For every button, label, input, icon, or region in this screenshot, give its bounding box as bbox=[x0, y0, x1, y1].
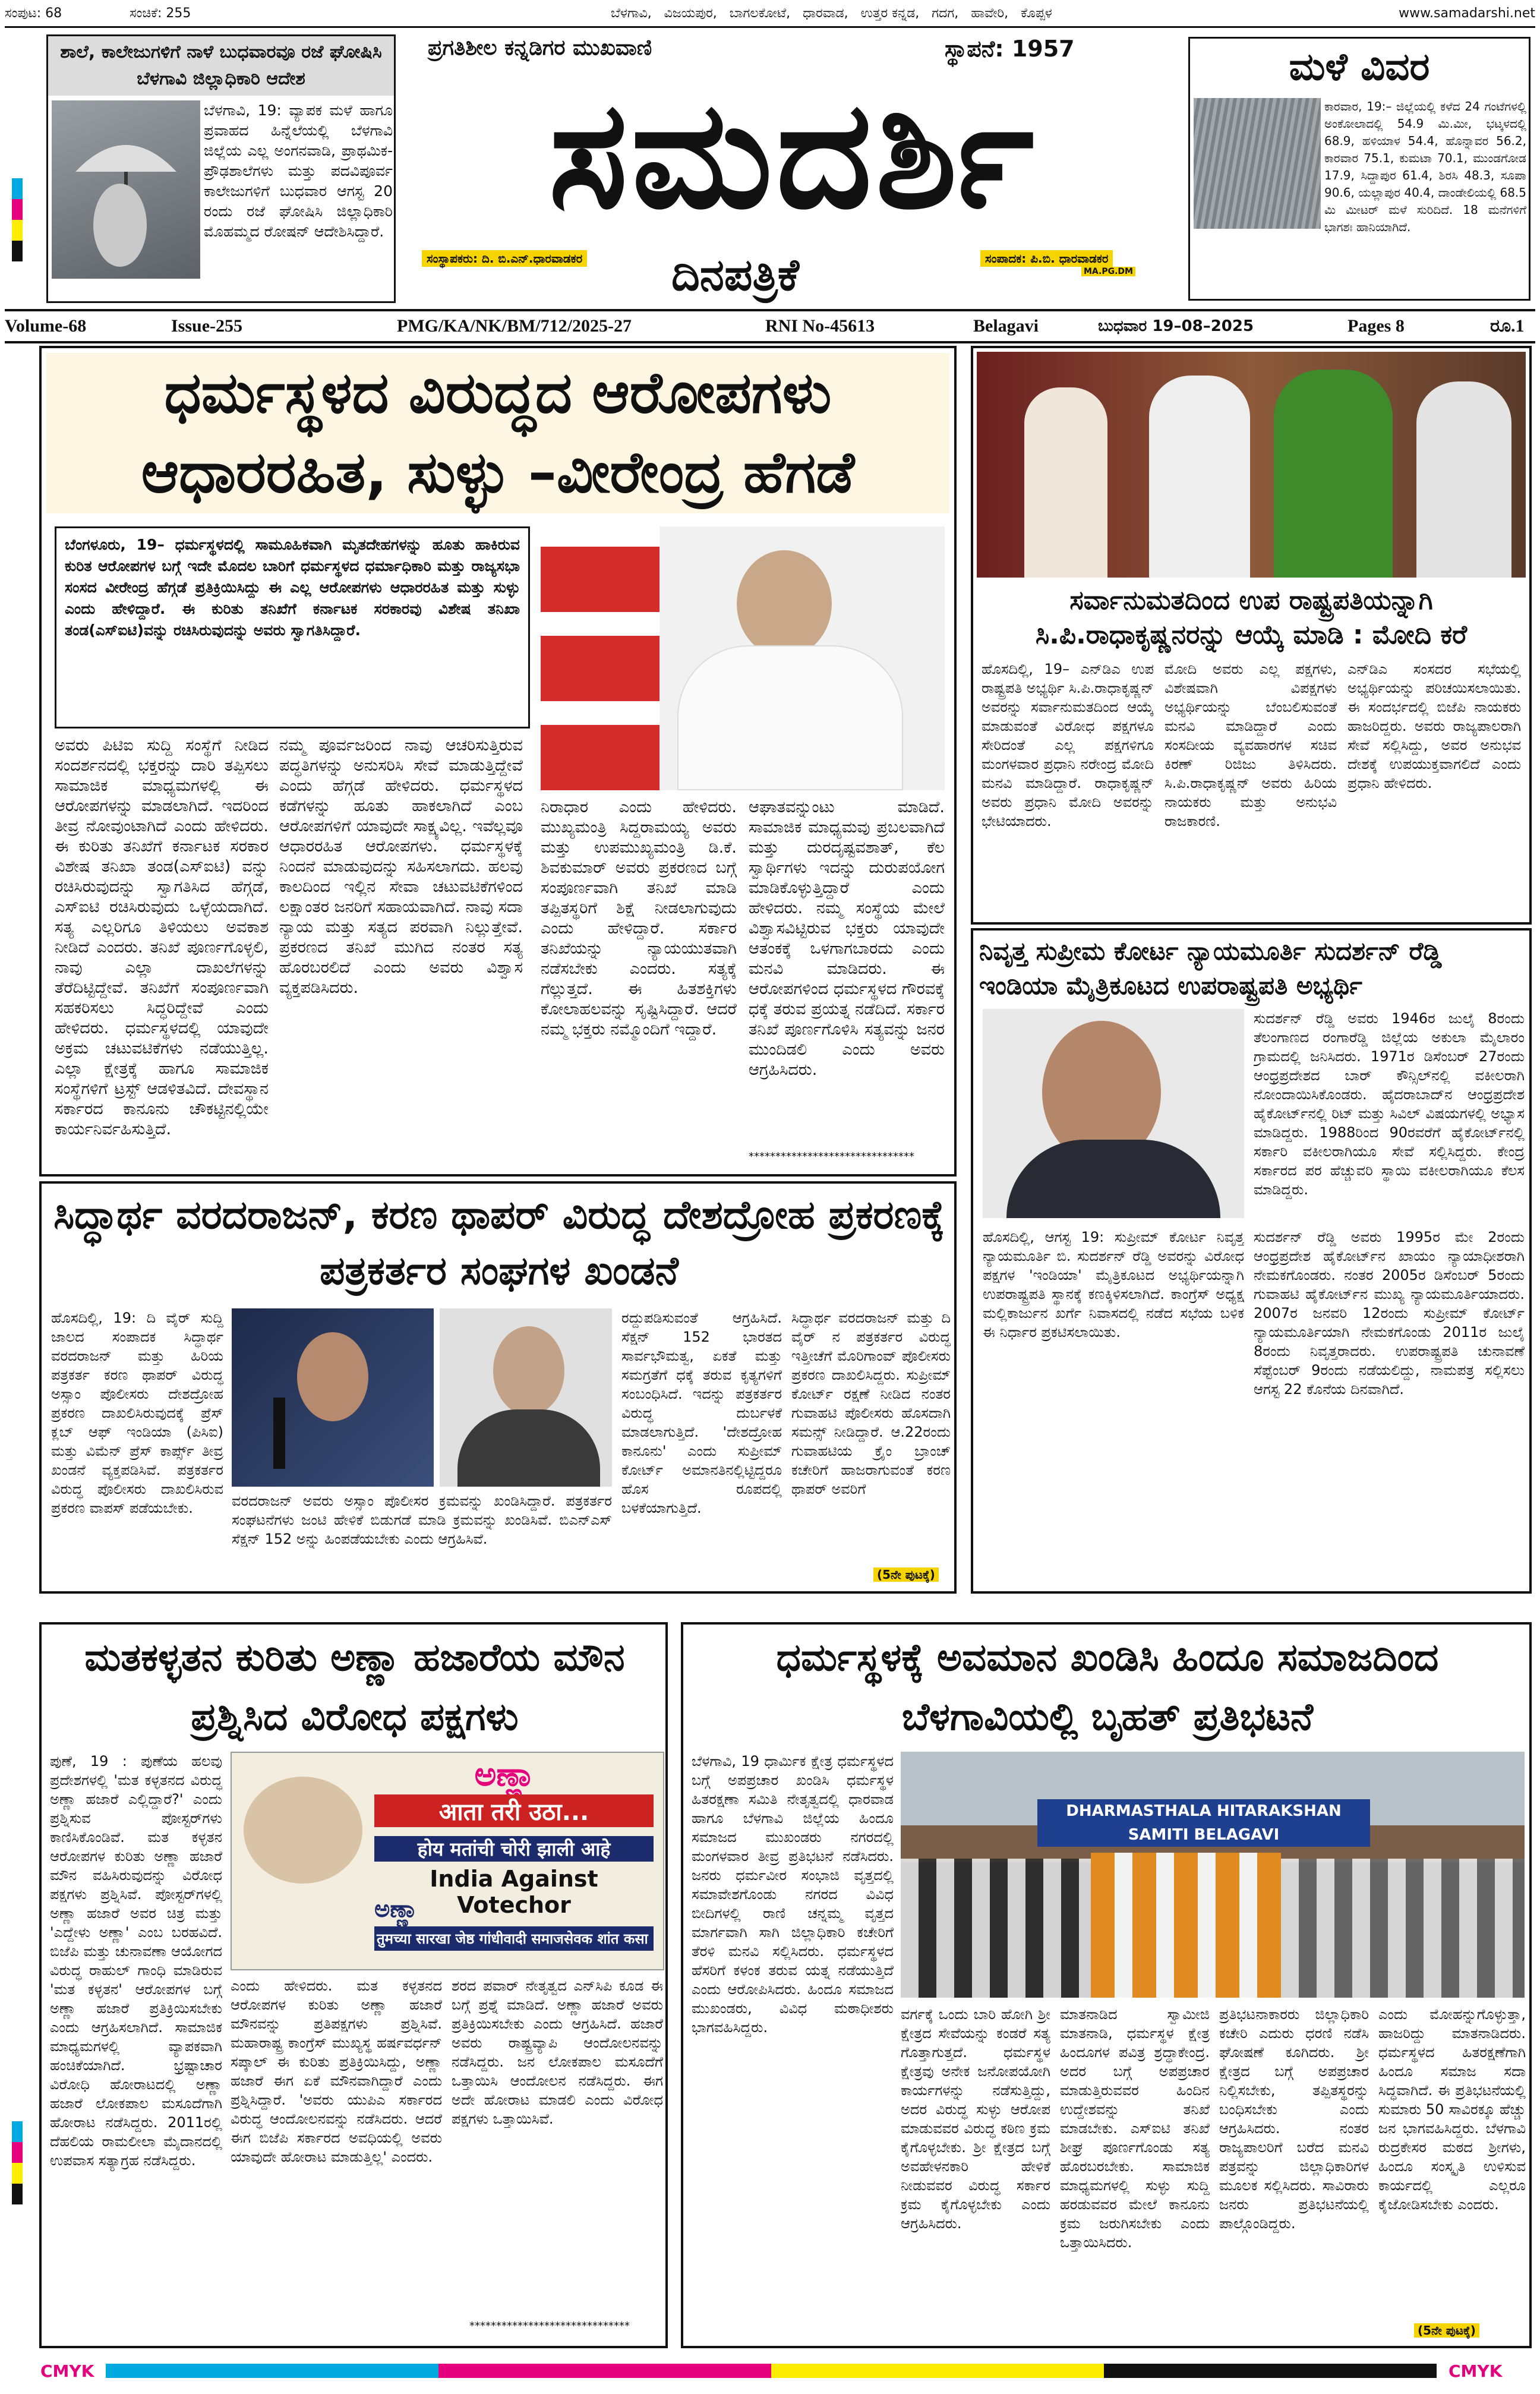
left-brief-body: ಬೆಳಗಾವಿ, 19: ವ್ಯಾಪಕ ಮಳೆ ಹಾಗೂ ಪ್ರವಾಹದ ಹಿನ್ನೆಲೆಯಲ್ಲಿ ಬೆಳಗಾವಿ ಜಿಲ್ಲೆಯ ಎಲ್ಲ ಅಂಗನವಾಡಿ, ಪ್ರಾಥಮಿಕ-ಪ್ರೌಢಶಾಲೆಗಳು ಮತ್ತು ಪದವಿಪೂರ್ವ ಕಾಲೇಜುಗಳಿಗೆ ಬುಧವಾರ ಆಗಸ್ಟ 20 ರಂದು ರಜೆ ಘೋಷಿಸಿ ಜಿಲ್ಲಾಧಿಕಾರಿ ಮೊಹಮ್ಮದ ರೋಷನ್ ಆದೇಶಿಸಿದ್ದಾರೆ. bbox=[204, 102, 393, 240]
issue-number: Issue-255 bbox=[171, 316, 243, 336]
established-year: ಸ್ಥಾಪನೆ: 1957 bbox=[945, 36, 1075, 62]
sedition-col-3: ಸಿದ್ಧಾರ್ಥ ವರದರಾಜನ್ ಮತ್ತು ದಿ ವೈರ್ ನ ಪತ್ರಕರ್ತರ ವಿರುದ್ಧ ಇತ್ತೀಚೆಗೆ ಮೊರಿಗಾಂವ್ ಪೊಲೀಸರು ಪ್ರಕರಣ ದಾಖಲಿಸಿದ್ದರು. ಸುಪ್ರೀಮ್ ಕೋರ್ಟ್ ರಕ್ಷಣೆ ನೀಡಿದ ನಂತರ ಗುವಾಹಟಿ ಪೊಲೀಸರು ಹೊಸದಾಗಿ ಸಮನ್ಸ್ ನೀಡಿದ್ದಾರೆ. ಆ.22ರಂದು ಗುವಾಹಟಿಯ ಕ್ರೈಂ ಬ್ರಾಂಚ್ ಕಚೇರಿಗೆ ಹಾಜರಾಗುವಂತೆ ಕರಣ ಥಾಪರ್ ಅವರಿಗೆ bbox=[791, 1310, 951, 1497]
hazare-poster-ad bbox=[231, 1752, 664, 1970]
umbrella-figure-icon bbox=[52, 100, 200, 279]
vp-story bbox=[971, 346, 1532, 925]
lead-headline: ಧರ್ಮಸ್ಥಳದ ವಿರುದ್ಧದ ಆರೋಪಗಳು ಆಧಾರರಹಿತ, ಸುಳ್ಳು –ವೀರೇಂದ್ರ ಹೆಗಡೆ bbox=[46, 353, 949, 513]
protest-col-left: ಬೆಳಗಾವಿ, 19 ಧಾರ್ಮಿಕ ಕ್ಷೇತ್ರ ಧರ್ಮಸ್ಥಳದ ಬಗ್ಗೆ ಅಪಪ್ರಚಾರ ಖಂಡಿಸಿ ಧರ್ಮಸ್ಥಳ ಹಿತರಕ್ಷಣಾ ಸಮಿತಿ ನೇತೃತ್ವದಲ್ಲಿ ಧಾರವಾಡ ಹಾಗೂ ಬೆಳಗಾವಿ ಜಿಲ್ಲೆಯ ಹಿಂದೂ ಸಮಾಜದ ಮುಖಂಡರು ನಗರದಲ್ಲಿ ಮಂಗಳವಾರ ತೀವ್ರ ಪ್ರತಿಭಟನೆ ನಡೆಸಿದರು. ಜನರು ಧರ್ಮವೀರ ಸಂಭಾಜಿ ವೃತ್ತದಲ್ಲಿ ಸಮಾವೇಶಗೊಂಡು ನಗರದ ವಿವಿಧ ಬೀದಿಗಳಲ್ಲಿ ರಾಣಿ ಚನ್ನಮ್ಮ ವೃತ್ತದ ಮಾರ್ಗವಾಗಿ ಸಾಗಿ ಜಿಲ್ಲಾಧಿಕಾರಿ ಕಚೇರಿಗೆ ತೆರಳಿ ಮನವಿ ಸಲ್ಲಿಸಿದರು. ಧರ್ಮಸ್ಥಳದ ಹೆಸರಿಗೆ ಕಳಂಕ ತರುವ ಯತ್ನ ನಡೆಯುತ್ತಿದೆ ಎಂದು ಆರೋಪಿಸಿದರು. ಹಿಂದೂ ಸಮಾಜದ ಮುಖಂಡರು, ವಿವಿಧ ಮಠಾಧೀಶರು ಭಾಗವಹಿಸಿದ್ದರು. bbox=[692, 1753, 894, 2036]
issue-date: ಬುಧವಾರ 19–08–2025 bbox=[1098, 317, 1254, 335]
newspaper-title: ಸಮದರ್ಶಿ bbox=[548, 68, 1038, 241]
infobar-top-rule bbox=[5, 309, 1535, 311]
figure-left bbox=[1024, 387, 1107, 578]
city-name: Belagavi bbox=[973, 316, 1039, 336]
newspaper-subtitle: ದಿನಪತ್ರಿಕೆ bbox=[671, 250, 799, 301]
figure-right bbox=[1416, 381, 1511, 578]
lead-end-marker: ******************************* bbox=[749, 1150, 914, 1163]
issue-label: ಸಂಚಿಕೆ: 255 bbox=[130, 6, 191, 21]
crowd-right bbox=[1281, 1859, 1525, 1998]
poster-bottom-text: तुमच्या सारखा जेष्ठ गांधीवादी समाजसेवक शांत कसा bbox=[374, 1926, 654, 1951]
photo-backdrop bbox=[541, 526, 659, 790]
price: ರೂ.1 bbox=[1490, 316, 1525, 336]
vp-col-3: ಎನ್‌ಡಿಎ ಸಂಸದರ ಸಭೆಯಲ್ಲಿ ಅಭ್ಯರ್ಥಿಯನ್ನು ಪರಿಚಯಿಸಲಾಯಿತು. ಈ ಸಂದರ್ಭದಲ್ಲಿ ಬಿಜೆಪಿ ನಾಯಕರು ಹಾಜರಿದ್ದರು. ಅವರು ರಾಜ್ಯಪಾಲರಾಗಿ ಸೇವೆ ಸಲ್ಲಿಸಿದ್ದು, ಅವರ ಅನುಭವ ದೇಶಕ್ಕೆ ಉಪಯುಕ್ತವಾಗಲಿದೆ ಎಂದು ಪ್ರಧಾನಿ ಹೇಳಿದರು. bbox=[1348, 661, 1521, 791]
lead-col-4: ಆಘಾತವನ್ನುಂಟು ಮಾಡಿದೆ. ಸಾಮಾಜಿಕ ಮಾಧ್ಯಮವು ಪ್ರಬಲವಾಗಿದೆ ಮತ್ತು ದುರದೃಷ್ಟವಶಾತ್, ಕೆಲ ಸ್ವಾರ್ಥಿಗಳು ಇದನ್ನು ದುರುಪಯೋಗ ಮಾಡಿಕೊಳ್ಳುತ್ತಿದ್ದಾರೆ ಎಂದು ಹೇಳಿದರು. ನಮ್ಮ ಸಂಸ್ಥೆಯ ಮೇಲೆ ವಿಶ್ವಾಸವಿಟ್ಟಿರುವ ಭಕ್ತರು ಯಾವುದೇ ಆತಂಕಕ್ಕೆ ಒಳಗಾಗಬಾರದು ಎಂದು ಮನವಿ ಮಾಡಿದರು. ಈ ಆರೋಪಗಳಿಂದ ಧರ್ಮಸ್ಥಳದ ಗೌರವಕ್ಕೆ ಧಕ್ಕೆ ತರುವ ಪ್ರಯತ್ನ ನಡೆದಿದೆ. ಸರ್ಕಾರ ತನಿಖೆ ಪೂರ್ಣಗೊಳಿಸಿ ಸತ್ಯವನ್ನು ಜನರ ಮುಂದಿಡಲಿ ಎಂದು ಅವರು ಆಗ್ರಹಿಸಿದರು. bbox=[749, 798, 945, 1079]
hazare-story bbox=[39, 1622, 668, 2348]
footer-cmyk-left: CMYK bbox=[40, 2361, 94, 2381]
modi-radhakrishnan-photo bbox=[977, 352, 1526, 578]
rain-body: ಕಾರವಾರ, 19:– ಜಿಲ್ಲೆಯಲ್ಲಿ ಕಳೆದ 24 ಗಂಟೆಗಳಲ್ಲಿ ಅಂಕೋಲಾದಲ್ಲಿ 54.9 ಮಿ.ಮೀ, ಭಟ್ಕಳದಲ್ಲಿ 68.9, ಹಳಿಯಾಳ 54.4, ಹೊನ್ನಾವರ 56.2, ಕಾರವಾರ 75.1, ಕುಮಟಾ 70.1, ಮುಂಡಗೋಡ 17.9, ಸಿದ್ದಾಪುರ 61.4, ಶಿರಸಿ 48.3, ಸೂಪಾ 90.6, ಯಲ್ಲಾಪುರ 40.4, ದಾಂಡೇಲಿಯಲ್ಲಿ 68.5 ಮಿ ಮೀಟರ್ ಮಳೆ ಸುರಿದಿದೆ. 18 ಮನೆಗಳಿಗೆ ಭಾಗಶಃ ಹಾನಿಯಾಗಿದೆ. bbox=[1324, 99, 1526, 234]
website-link[interactable]: www.samadarshi.net bbox=[1399, 6, 1535, 21]
varadarajan-head bbox=[297, 1332, 368, 1421]
hazare-col-mid-2: ಶರದ ಪವಾರ್ ನೇತೃತ್ವದ ಎನ್‌ಸಿಪಿ ಕೂಡ ಈ ಬಗ್ಗೆ ಪ್ರಶ್ನೆ ಮಾಡಿದೆ. ಅಣ್ಣಾ ಹಜಾರೆ ಅವರು ಪ್ರತಿಕ್ರಿಯಿಸಬೇಕು ಎಂದು ಆಗ್ರಹಿಸಿದೆ. ಹಜಾರೆ ಅವರು ರಾಷ್ಟ್ರವ್ಯಾಪಿ ಆಂದೋಲನವನ್ನು ನಡೆಸಿದ್ದರು. ಜನ ಲೋಕಪಾಲ ಮಸೂದೆಗೆ ಒತ್ತಾಯಿಸಿ ಆಂದೋಲನ ನಡೆಸಿದ್ದರು. ಈಗ ಅದೇ ಹೋರಾಟ ಮಾಡಲಿ ಎಂದು ವಿರೋಧ ಪಕ್ಷಗಳು ಒತ್ತಾಯಿಸಿವೆ. bbox=[452, 1977, 663, 2127]
sudarshan-col-a: ಹೊಸದಿಲ್ಲಿ, ಆಗಸ್ಟ 19: ಸುಪ್ರೀಮ್ ಕೋರ್ಟ ನಿವೃತ್ತ ನ್ಯಾಯಮೂರ್ತಿ ಬಿ. ಸುದರ್ಶನ್ ರೆಡ್ಡಿ ಅವರನ್ನು ವಿರೋಧ ಪಕ್ಷಗಳ 'ಇಂಡಿಯಾ' ಮೈತ್ರಿಕೂಟದ ಅಭ್ಯರ್ಥಿಯನ್ನಾಗಿ ಉಪರಾಷ್ಟ್ರಪತಿ ಸ್ಥಾನಕ್ಕೆ ಕಣಕ್ಕಿಳಿಸಲಾಗಿದೆ. ಕಾಂಗ್ರೆಸ್ ಅಧ್ಯಕ್ಷ ಮಲ್ಲಿಕಾರ್ಜುನ ಖರ್ಗೆ ನಿವಾಸದಲ್ಲಿ ನಡೆದ ಸಭೆಯ ಬಳಿಕ ಈ ನಿರ್ಧಾರ ಪ್ರಕಟಿಸಲಾಯಿತು. bbox=[983, 1229, 1244, 1340]
crowd-center bbox=[1091, 1853, 1281, 1998]
hazare-end-marker: ****************************** bbox=[469, 2320, 630, 2332]
protest-continued: (5ನೇ ಪುಟಕ್ಕೆ) bbox=[1414, 2323, 1479, 2338]
infobar bbox=[5, 313, 1535, 340]
masthead bbox=[410, 33, 1176, 307]
volume-label: ಸಂಪುಟ: 68 bbox=[5, 6, 62, 21]
sudarshan-col-right: ಸುದರ್ಶನ್ ರೆಡ್ಡಿ ಅವರು 1946ರ ಜುಲೈ 8ರಂದು ತೆಲಂಗಾಣದ ರಂಗಾರೆಡ್ಡಿ ಜಿಲ್ಲೆಯ ಅಕುಲಾ ಮೈಲಾರಂ ಗ್ರಾಮದಲ್ಲಿ ಜನಿಸಿದರು. 1971ರ ಡಿಸೆಂಬರ್ 27ರಂದು ಆಂಧ್ರಪ್ರದೇಶದ ಬಾರ್ ಕೌನ್ಸಿಲ್‌ನಲ್ಲಿ ವಕೀಲರಾಗಿ ನೋಂದಾಯಿಸಿಕೊಂಡರು. ಹೈದರಾಬಾದ್‌ನ ಆಂಧ್ರಪ್ರದೇಶ ಹೈಕೋರ್ಟ್‌ನಲ್ಲಿ ರಿಟ್ ಮತ್ತು ಸಿವಿಲ್ ವಿಷಯಗಳಲ್ಲಿ ಅಭ್ಯಾಸ ಮಾಡಿದ್ದರು. 1988ರಿಂದ 90ರವರೆಗೆ ಹೈಕೋರ್ಟ್‌ನಲ್ಲಿ ಸರ್ಕಾರಿ ವಕೀಲರಾಗಿಯೂ ಸೇವೆ ಸಲ್ಲಿಸಿದ್ದರು. ಕೇಂದ್ರ ಸರ್ಕಾರದ ಪರ ಹೆಚ್ಚುವರಿ ಸ್ಥಾಯಿ ವಕೀಲರಾಗಿಯೂ ಕೆಲಸ ಮಾಡಿದ್ದರು. bbox=[1254, 1010, 1525, 1198]
vp-headline: ಸರ್ವಾನುಮತದಿಂದ ಉಪ ರಾಷ್ಟ್ರಪತಿಯನ್ನಾಗಿ ಸಿ.ಪಿ.ರಾಧಾಕೃಷ್ಣನರನ್ನು ಆಯ್ಕೆ ಮಾಡಿ : ಮೋದಿ ಕರೆ bbox=[1035, 585, 1468, 650]
registration-number: PMG/KA/NK/BM/712/2025-27 bbox=[397, 316, 632, 336]
microphone-icon bbox=[273, 1398, 285, 1469]
protest-headline: ಧರ್ಮಸ್ಥಳಕ್ಕೆ ಅವಮಾನ ಖಂಡಿಸಿ ಹಿಂದೂ ಸಮಾಜದಿಂದ ಬೆಳಗಾವಿಯಲ್ಲಿ ಬೃಹತ್ ಪ್ರತಿಭಟನೆ bbox=[776, 1636, 1439, 1739]
sedition-col-1: ಹೊಸದಿಲ್ಲಿ, 19: ದಿ ವೈರ್ ಸುದ್ದಿ ಜಾಲದ ಸಂಪಾದಕ ಸಿದ್ಧಾರ್ಥ ವರದರಾಜನ್ ಮತ್ತು ಹಿರಿಯ ಪತ್ರಕರ್ತ ಕರಣ ಥಾಪರ್ ವಿರುದ್ಧ ಅಸ್ಸಾಂ ಪೊಲೀಸರು ದೇಶದ್ರೋಹ ಪ್ರಕರಣ ದಾಖಲಿಸಿರುವುದಕ್ಕೆ ಪ್ರೆಸ್ ಕ್ಲಬ್ ಆಫ್ ಇಂಡಿಯಾ (ಪಿಸಿಐ) ಮತ್ತು ವಿಮೆನ್ ಪ್ರೆಸ್ ಕಾರ್ಪ್ಸ್ ತೀವ್ರ ಖಂಡನೆ ವ್ಯಕ್ತಪಡಿಸಿವೆ. ಪತ್ರಕರ್ತರ ವಿರುದ್ಧ ಪೊಲೀಸರು ದಾಖಲಿಸಿರುವ ಪ್ರಕರಣ ವಾಪಸ್ ಪಡೆಯಬೇಕು. bbox=[51, 1310, 223, 1516]
lead-story bbox=[39, 346, 957, 1177]
protest-banner: DHARMASTHALA HITARAKSHAN SAMITI BELAGAVI bbox=[1037, 1799, 1370, 1847]
left-brief-headline: ಶಾಲೆ, ಕಾಲೇಜುಗಳಿಗೆ ನಾಳೆ ಬುಧವಾರವೂ ರಜೆ ಘೋಷಿಸಿ ಬೆಳಗಾವಿ ಜಿಲ್ಲಾಧಿಕಾರಿ ಆದೇಶ bbox=[48, 36, 394, 96]
page-count: Pages 8 bbox=[1348, 316, 1405, 336]
edition-cities: ಬೆಳಗಾವಿ, ವಿಜಯಪುರ, ಬಾಗಲಕೋಟೆ, ಧಾರವಾಡ, ಉತ್ತರ ಕನ್ನಡ, ಗದಗ, ಹಾವೇರಿ, ಕೊಪ್ಪಳ bbox=[611, 6, 1052, 21]
sedition-headline: ಸಿದ್ಧಾರ್ಥ ವರದರಾಜನ್, ಕರಣ ಥಾಪರ್ ವಿರುದ್ಧ ದೇಶದ್ರೋಹ ಪ್ರಕರಣಕ್ಕೆ ಪತ್ರಕರ್ತರ ಸಂಘಗಳ ಖಂಡನೆ bbox=[53, 1192, 945, 1294]
sedition-caption: ವರದರಾಜನ್ ಅವರು ಅಸ್ಸಾಂ ಪೊಲೀಸರ ಕ್ರಮವನ್ನು ಖಂಡಿಸಿದ್ದಾರೆ. ಪತ್ರಕರ್ತರ ಸಂಘಟನೆಗಳು ಜಂಟಿ ಹೇಳಿಕೆ ಬಿಡುಗಡೆ ಮಾಡಿ ಕ್ರಮವನ್ನು ಖಂಡಿಸಿವೆ. ಬಿಎನ್‌ಎಸ್ ಸೆಕ್ಷನ್ 152 ಅನ್ನು ಹಿಂಪಡೆಯಬೇಕು ಎಂದು ಆಗ್ರಹಿಸಿವೆ. bbox=[232, 1493, 612, 1547]
poster-hazare-face bbox=[244, 1777, 362, 1884]
hegde-photo bbox=[541, 526, 945, 790]
sudarshan-story bbox=[971, 928, 1532, 1594]
protest-col-d: ಎಂದು ಮೋಹನ್ನುಗೊಳ್ಳುತ್ತಾ, ಹಾಜರಿದ್ದು ಮಾತನಾಡಿದರು. ಧರ್ಮಸ್ಥಳದ ಹಿತರಕ್ಷಣೆಗಾಗಿ ಹಿಂದೂ ಸಮಾಜ ಸದಾ ಸಿದ್ಧವಾಗಿದೆ. ಈ ಪ್ರತಿಭಟನೆಯಲ್ಲಿ ಸುಮಾರು 50 ಸಾವಿರಕ್ಕೂ ಹೆಚ್ಚು ಜನ ಭಾಗವಹಿಸಿದ್ದರು. ಬೆಳಗಾವಿ ರುದ್ರಕೇಸರ ಮಠದ ಶ್ರೀಗಳು, ಹಿಂದೂ ಸಂಸ್ಕೃತಿ ಉಳಿಸುವ ಕಾರ್ಯದಲ್ಲಿ ಎಲ್ಲರೂ ಕೈಜೋಡಿಸಬೇಕು ಎಂದರು. bbox=[1378, 2006, 1526, 2213]
poster-title: ಅಣ್ಣಾ bbox=[474, 1755, 536, 1794]
lead-col-3: ನಿರಾಧಾರ ಎಂದು ಹೇಳಿದರು. ಮುಖ್ಯಮಂತ್ರಿ ಸಿದ್ದರಾಮಯ್ಯ ಅವರು ಮತ್ತು ಉಪಮುಖ್ಯಮಂತ್ರಿ ಡಿ.ಕೆ. ಶಿವಕುಮಾರ್ ಅವರು ಪ್ರಕರಣದ ಬಗ್ಗೆ ಸಂಪೂರ್ಣವಾಗಿ ತನಿಖೆ ಮಾಡಿ ತಪ್ಪಿತಸ್ಥರಿಗೆ ಶಿಕ್ಷೆ ನೀಡಲಾಗುವುದು ಎಂದು ಹೇಳಿದ್ದಾರೆ. ಸರ್ಕಾರ ತನಿಖೆಯನ್ನು ನ್ಯಾಯಯುತವಾಗಿ ನಡೆಸಬೇಕು ಎಂದರು. ಸತ್ಯಕ್ಕೆ ಗೆಲ್ಲುತ್ತದೆ. ಈ ಹಿತಶಕ್ತಿಗಳು ಕೋಲಾಹಲವನ್ನು ಸೃಷ್ಟಿಸಿದ್ದಾರೆ. ಆದರೆ ನಮ್ಮ ಭಕ್ತರು ನಮ್ಮೊಂದಿಗೆ ಇದ್ದಾರೆ. bbox=[541, 798, 737, 1039]
editor-label: ಸಂಪಾದಕ: ಪಿ.ಬಿ. ಧಾರವಾಡಕರ bbox=[980, 250, 1113, 267]
footer-color-strip bbox=[106, 2364, 1437, 2378]
lead-col-2: ನಮ್ಮ ಪೂರ್ವಜರಿಂದ ನಾವು ಆಚರಿಸುತ್ತಿರುವ ಪದ್ಧತಿಗಳನ್ನು ಅನುಸರಿಸಿ ಸೇವೆ ಮಾಡುತ್ತಿದ್ದೇವೆ ಎಂದು ಹೆಗ್ಗಡೆ ಹೇಳಿದರು. ಧರ್ಮಸ್ಥಳದ ಕಡೆಗಳನ್ನು ಹೂತು ಹಾಕಲಾಗಿದೆ ಎಂಬ ಆರೋಪಗಳಿಗೆ ಯಾವುದೇ ಸಾಕ್ಷ್ಯವಿಲ್ಲ. ಇವೆಲ್ಲವೂ ಆಧಾರರಹಿತ ಆರೋಪಗಳು. ಧರ್ಮಸ್ಥಳಕ್ಕೆ ನಿಂದನೆ ಮಾಡುವುದನ್ನು ಸಹಿಸಲಾಗದು. ಹಲವು ಕಾಲದಿಂದ ಇಲ್ಲಿನ ಸೇವಾ ಚಟುವಟಿಕೆಗಳಿಂದ ಲಕ್ಷಾಂತರ ಜನರಿಗೆ ಸಹಾಯವಾಗಿದೆ. ನಾವು ಸದಾ ನ್ಯಾಯ ಮತ್ತು ಸತ್ಯದ ಪರವಾಗಿ ನಿಲ್ಲುತ್ತೇವೆ. ಪ್ರಕರಣದ ತನಿಖೆ ಮುಗಿದ ನಂತರ ಸತ್ಯ ಹೊರಬರಲಿದೆ ಎಂದು ಅವರು ವಿಶ್ವಾಸ ವ್ಯಕ್ತಪಡಿಸಿದರು. bbox=[279, 736, 523, 997]
protest-photo bbox=[901, 1752, 1525, 1998]
reddy-suit bbox=[1006, 1140, 1220, 1218]
vp-col-1: ಹೊಸದಿಲ್ಲಿ, 19– ಎನ್‌ಡಿಎ ಉಪ ರಾಷ್ಟ್ರಪತಿ ಅಭ್ಯರ್ಥಿ ಸಿ.ಪಿ.ರಾಧಾಕೃಷ್ಣನ್ ಅವರನ್ನು ಸರ್ವಾನುಮತದಿಂದ ಆಯ್ಕೆ ಮಾಡುವಂತೆ ವಿರೋಧ ಪಕ್ಷಗಳೂ ಸೇರಿದಂತೆ ಎಲ್ಲ ಪಕ್ಷಗಳಿಗೂ ಮಂಗಳವಾರ ಪ್ರಧಾನಿ ನರೇಂದ್ರ ಮೋದಿ ಮನವಿ ಮಾಡಿದ್ದಾರೆ. ರಾಧಾಕೃಷ್ಣನ್ ಅವರು ಪ್ರಧಾನಿ ಮೋದಿ ಅವರನ್ನು ಭೇಟಿಯಾದರು. bbox=[982, 661, 1154, 829]
sudarshan-headline: ನಿವೃತ್ತ ಸುಪ್ರೀಮ ಕೋರ್ಟ ನ್ಯಾಯಮೂರ್ತಿ ಸುದರ್ಶನ್ ರೆಡ್ಡಿ ಇಂಡಿಯಾ ಮೈತ್ರಿಕೂಟದ ಉಪರಾಷ್ಟ್ರಪತಿ ಅಭ್ಯರ್ಥಿ bbox=[979, 936, 1442, 1000]
sedition-story bbox=[39, 1181, 957, 1594]
poster-banner-2: India Against Votechor bbox=[430, 1866, 598, 1918]
registration-bar-left-top bbox=[12, 178, 23, 261]
hazare-headline: ಮತಕಳ್ಳತನ ಕುರಿತು ಅಣ್ಣಾ ಹಜಾರೆಯ ಮೌನ ಪ್ರಶ್ನಿಸಿದ ವಿರೋಧ ಪಕ್ಷಗಳು bbox=[84, 1636, 625, 1739]
poster-banner-1: होय मतांची चोरी झाली आहे bbox=[374, 1836, 654, 1862]
poster-bottom-title: ಅಣ್ಣಾ bbox=[374, 1895, 418, 1923]
left-brief-box bbox=[46, 34, 396, 303]
figure-shawl bbox=[1274, 370, 1393, 578]
poster-subtitle: आता तरी उठा... bbox=[374, 1794, 654, 1827]
protest-col-a: ವರ್ಗಕ್ಕೆ ಒಂದು ಬಾರಿ ಹೋಗಿ ಶ್ರೀ ಕ್ಷೇತ್ರದ ಸೇವೆಯನ್ನು ಕಂಡರೆ ಸತ್ಯ ಗೊತ್ತಾಗುತ್ತದೆ. ಧರ್ಮಸ್ಥಳ ಕ್ಷೇತ್ರವು ಅನೇಕ ಜನೋಪಯೋಗಿ ಕಾರ್ಯಗಳನ್ನು ನಡೆಸುತ್ತಿದ್ದು, ಅದರ ವಿರುದ್ಧ ಸುಳ್ಳು ಆರೋಪ ಮಾಡುವವರ ವಿರುದ್ಧ ಕಠಿಣ ಕ್ರಮ ಕೈಗೊಳ್ಳಬೇಕು. ಶ್ರೀ ಕ್ಷೇತ್ರದ ಬಗ್ಗೆ ಅವಹೇಳನಕಾರಿ ಹೇಳಿಕೆ ನೀಡುವವರ ವಿರುದ್ಧ ಸರ್ಕಾರ ಕ್ರಮ ಕೈಗೊಳ್ಳಬೇಕು ಎಂದು ಆಗ್ರಹಿಸಿದರು. bbox=[901, 2006, 1050, 2232]
top-bar bbox=[5, 4, 1535, 24]
masthead-tagline: ಪ್ರಗತಿಶೀಲ ಕನ್ನಡಿಗರ ಮುಖವಾಣಿ bbox=[428, 36, 652, 60]
varadarajan-photo bbox=[232, 1308, 434, 1487]
karan-thapar-photo bbox=[440, 1308, 612, 1487]
volume-number: Volume-68 bbox=[5, 316, 87, 336]
founder-label: ಸಂಸ್ಥಾಪಕರು: ದಿ. ಬಿ.ಎನ್.ಧಾರವಾಡಕರ bbox=[422, 250, 587, 267]
top-divider bbox=[5, 26, 1535, 28]
rain-photo bbox=[1194, 98, 1321, 229]
lead-col-1: ಅವರು ಪಿಟಿಐ ಸುದ್ದಿ ಸಂಸ್ಥೆಗೆ ನೀಡಿದ ಸಂದರ್ಶನದಲ್ಲಿ ಭಕ್ತರನ್ನು ದಾರಿ ತಪ್ಪಿಸಲು ಸಾಮಾಜಿಕ ಮಾಧ್ಯಮಗಳಲ್ಲಿ ಈ ಆರೋಪಗಳನ್ನು ಮಾಡಲಾಗಿದೆ. ಇದರಿಂದ ತೀವ್ರ ನೋವುಂಟಾಗಿದೆ ಎಂದು ಹೇಳಿದರು. ಈ ಕುರಿತು ತನಿಖೆಗೆ ಕರ್ನಾಟಕ ಸರಕಾರ ವಿಶೇಷ ತನಿಖಾ ತಂಡ(ಎಸ್ಐಟಿ) ವನ್ನು ರಚಿಸಿರುವುದನ್ನು ಸ್ವಾಗತಿಸಿದ ಹೆಗ್ಗಡೆ, ಎಸ್ಐಟಿ ರಚಿಸಿರುವುದು ಒಳ್ಳೆಯದಾಗಿದೆ. ಸತ್ಯ ಎಲ್ಲರಿಗೂ ತಿಳಿಯಲು ಅವಕಾಶ ನೀಡಿದೆ ಎಂದರು. ತನಿಖೆ ಪೂರ್ಣಗೊಳ್ಳಲಿ, ನಾವು ಎಲ್ಲಾ ದಾಖಲೆಗಳನ್ನು ತೆರೆದಿಟ್ಟಿದ್ದೇವೆ. ತನಿಖೆಗೆ ಸಂಪೂರ್ಣವಾಗಿ ಸಹಕರಿಸಲು ಸಿದ್ಧರಿದ್ದೇವೆ ಎಂದು ಹೇಳಿದರು. ಧರ್ಮಸ್ಥಳದಲ್ಲಿ ಯಾವುದೇ ಅಕ್ರಮ ಚಟುವಟಿಕೆಗಳು ನಡೆಯುತ್ತಿಲ್ಲ. ಎಲ್ಲಾ ಕ್ಷೇತ್ರಕ್ಕೆ ಹಾಗೂ ಸಾಮಾಜಿಕ ಸಂಸ್ಥೆಗಳಿಗೆ ಟ್ರಸ್ಟ್ ಆಡಳಿತವಿದೆ. ದೇವಸ್ಥಾನ ಸರ್ಕಾರದ ಕಾನೂನು ಚೌಕಟ್ಟಿನಲ್ಲಿಯೇ ಕಾರ್ಯನಿರ್ವಹಿಸುತ್ತಿದೆ. bbox=[55, 736, 269, 1138]
footer-cmyk-right: CMYK bbox=[1449, 2361, 1503, 2381]
protest-story bbox=[681, 1622, 1532, 2348]
rain-title: ಮಳೆ ವಿವರ bbox=[1289, 45, 1430, 89]
person-shirt bbox=[677, 645, 903, 790]
hazare-col-left: ಪುಣೆ, 19 : ಪುಣೆಯ ಹಲವು ಪ್ರದೇಶಗಳಲ್ಲಿ 'ಮತ ಕಳ್ಳತನದ ವಿರುದ್ಧ ಅಣ್ಣಾ ಹಜಾರೆ ಎಲ್ಲಿದ್ದಾರೆ?' ಎಂದು ಪ್ರಶ್ನಿಸುವ ಪೋಸ್ಟರ್‌ಗಳು ಕಾಣಿಸಿಕೊಂಡಿವೆ. ಮತ ಕಳ್ಳತನ ಆರೋಪಗಳ ಕುರಿತು ಅಣ್ಣಾ ಹಜಾರೆ ಮೌನ ವಹಿಸಿರುವುದನ್ನು ವಿರೋಧ ಪಕ್ಷಗಳು ಪ್ರಶ್ನಿಸಿವೆ. ಪೋಸ್ಟರ್‌ಗಳಲ್ಲಿ ಅಣ್ಣಾ ಹಜಾರೆ ಅವರ ಚಿತ್ರ ಮತ್ತು 'ಎದ್ದೇಳು ಅಣ್ಣಾ' ಎಂಬ ಬರಹವಿದೆ. ಬಿಜೆಪಿ ಮತ್ತು ಚುನಾವಣಾ ಆಯೋಗದ ವಿರುದ್ಧ ರಾಹುಲ್ ಗಾಂಧಿ ಮಾಡಿರುವ 'ಮತ ಕಳ್ಳತನ' ಆರೋಪಗಳ ಬಗ್ಗೆ ಅಣ್ಣಾ ಹಜಾರೆ ಪ್ರತಿಕ್ರಿಯಿಸಬೇಕು ಎಂದು ಆಗ್ರಹಿಸಲಾಗಿದೆ. ಸಾಮಾಜಿಕ ಮಾಧ್ಯಮಗಳಲ್ಲಿ ವ್ಯಾಪಕವಾಗಿ ಹಂಚಿಕೆಯಾಗಿದೆ. ಭ್ರಷ್ಟಾಚಾರ ವಿರೋಧಿ ಹೋರಾಟದಲ್ಲಿ ಅಣ್ಣಾ ಹಜಾರೆ ಲೋಕಪಾಲ ಮಸೂದೆಗಾಗಿ ಹೋರಾಟ ನಡೆಸಿದ್ದರು. 2011ರಲ್ಲಿ ದೆಹಲಿಯ ರಾಮಲೀಲಾ ಮೈದಾನದಲ್ಲಿ ಉಪವಾಸ ಸತ್ಯಾಗ್ರಹ ನಡೆಸಿದ್ದರು. bbox=[50, 1753, 222, 2169]
thapar-head bbox=[493, 1326, 564, 1415]
footer-bar bbox=[5, 2358, 1535, 2384]
lead-intro: ಬೆಂಗಳೂರು, 19– ಧರ್ಮಸ್ಥಳದಲ್ಲಿ ಸಾಮೂಹಿಕವಾಗಿ ಮೃತದೇಹಗಳನ್ನು ಹೂತು ಹಾಕಿರುವ ಕುರಿತ ಆರೋಪಗಳ ಬಗ್ಗೆ ಇದೇ ಮೊದಲ ಬಾರಿಗೆ ಧರ್ಮಸ್ಥಳದ ಧರ್ಮಾಧಿಕಾರಿ ಮತ್ತು ರಾಜ್ಯಸಭಾ ಸಂಸದ ವೀರೇಂದ್ರ ಹೆಗ್ಗಡೆ ಪ್ರತಿಕ್ರಿಯಿಸಿದ್ದು ಈ ಎಲ್ಲ ಆರೋಪಗಳು ಆಧಾರರಹಿತ ಮತ್ತು ಸುಳ್ಳು ಎಂದು ಹೇಳಿದ್ದಾರೆ. ಈ ಕುರಿತು ತನಿಖೆಗೆ ಕರ್ನಾಟಕ ಸರಕಾರವು ವಿಶೇಷ ತನಿಖಾ ತಂಡ(ಎಸ್ಐಟಿ)ವನ್ನು ರಚಿಸಿರುವುದನ್ನು ಅವರು ಸ್ವಾಗತಿಸಿದ್ದಾರೆ. bbox=[55, 526, 530, 728]
sudarshan-reddy-photo bbox=[983, 1009, 1244, 1218]
registration-bar-left-bottom bbox=[12, 2121, 23, 2204]
sedition-col-2: ರದ್ದುಪಡಿಸುವಂತೆ ಆಗ್ರಹಿಸಿದೆ. ಸೆಕ್ಷನ್ 152 ಭಾರತದ ಸಾರ್ವಭೌಮತ್ವ, ಏಕತೆ ಮತ್ತು ಸಮಗ್ರತೆಗೆ ಧಕ್ಕೆ ತರುವ ಕೃತ್ಯಗಳಿಗೆ ಸಂಬಂಧಿಸಿದೆ. ಇದನ್ನು ಪತ್ರಕರ್ತರ ವಿರುದ್ಧ ದುರ್ಬಳಕೆ ಮಾಡಲಾಗುತ್ತಿದೆ. 'ದೇಶದ್ರೋಹ ಕಾನೂನು' ಎಂದು ಸುಪ್ರೀಮ್ ಕೋರ್ಟ್ ಅಮಾನತಿನಲ್ಲಿಟ್ಟಿದ್ದರೂ ಹೊಸ ರೂಪದಲ್ಲಿ ಬಳಕೆಯಾಗುತ್ತಿದೆ. bbox=[621, 1310, 782, 1516]
protest-col-c: ಪ್ರತಿಭಟನಾಕಾರರು ಜಿಲ್ಲಾಧಿಕಾರಿ ಕಚೇರಿ ಎದುರು ಧರಣಿ ನಡೆಸಿ ಘೋಷಣೆ ಕೂಗಿದರು. ಶ್ರೀ ಕ್ಷೇತ್ರದ ಬಗ್ಗೆ ಅಪಪ್ರಚಾರ ನಿಲ್ಲಿಸಬೇಕು, ತಪ್ಪಿತಸ್ಥರನ್ನು ಬಂಧಿಸಬೇಕು ಎಂದು ಆಗ್ರಹಿಸಿದರು. ನಂತರ ರಾಜ್ಯಪಾಲರಿಗೆ ಬರೆದ ಮನವಿ ಪತ್ರವನ್ನು ಜಿಲ್ಲಾಧಿಕಾರಿಗಳ ಮೂಲಕ ಸಲ್ಲಿಸಿದರು. ಸಾವಿರಾರು ಜನರು ಪ್ರತಿಭಟನೆಯಲ್ಲಿ ಪಾಲ್ಗೊಂಡಿದ್ದರು. bbox=[1219, 2006, 1369, 2232]
thapar-suit bbox=[457, 1409, 600, 1487]
rain-box bbox=[1188, 37, 1530, 301]
person-head bbox=[737, 550, 832, 657]
sudarshan-col-b: ಸುದರ್ಶನ್ ರೆಡ್ಡಿ ಅವರು 1995ರ ಮೇ 2ರಂದು ಆಂಧ್ರಪ್ರದೇಶ ಹೈಕೋರ್ಟ್‌ನ ಖಾಯಂ ನ್ಯಾಯಾಧೀಶರಾಗಿ ನೇಮಕಗೊಂಡರು. ನಂತರ 2005ರ ಡಿಸೆಂಬರ್ 5ರಂದು ಗುವಾಹಟಿ ಹೈಕೋರ್ಟ್‌ನ ಮುಖ್ಯ ನ್ಯಾಯಮೂರ್ತಿಯಾದರು. 2007ರ ಜನವರಿ 12ರಂದು ಸುಪ್ರೀಮ್ ಕೋರ್ಟ್ ನ್ಯಾಯಮೂರ್ತಿಯಾಗಿ ನೇಮಕಗೊಂಡು 2011ರ ಜುಲೈ 8ರಂದು ನಿವೃತ್ತರಾದರು. ಉಪರಾಷ್ಟ್ರಪತಿ ಚುನಾವಣೆ ಸೆಪ್ಟೆಂಬರ್ 9ರಂದು ನಡೆಯಲಿದ್ದು, ನಾಮಪತ್ರ ಸಲ್ಲಿಸಲು ಆಗಸ್ಟ 22 ಕೊನೆಯ ದಿನವಾಗಿದೆ. bbox=[1254, 1229, 1525, 1398]
vp-col-2: ಮೋದಿ ಅವರು ಎಲ್ಲ ಪಕ್ಷಗಳು, ವಿಶೇಷವಾಗಿ ವಿಪಕ್ಷಗಳು ಅಭ್ಯರ್ಥಿಯನ್ನು ಬೆಂಬಲಿಸುವಂತೆ ಮನವಿ ಮಾಡಿದ್ದಾರೆ ಎಂದು ಸಂಸದೀಯ ವ್ಯವಹಾರಗಳ ಸಚಿವ ಕಿರಣ್ ರಿಜಿಜು ತಿಳಿಸಿದರು. ಸಿ.ಪಿ.ರಾಧಾಕೃಷ್ಣನ್ ಅವರು ಹಿರಿಯ ನಾಯಕರು ಮತ್ತು ಅನುಭವಿ ರಾಜಕಾರಣಿ. bbox=[1165, 661, 1337, 829]
figure-modi bbox=[1149, 376, 1250, 578]
crowd-left bbox=[901, 1859, 1091, 1998]
infobar-bottom-rule bbox=[5, 341, 1535, 343]
protest-col-b: ಮಾತನಾಡಿದ ಸ್ವಾಮೀಜಿ ಮಾತನಾಡಿ, ಧರ್ಮಸ್ಥಳ ಕ್ಷೇತ್ರ ಹಿಂದೂಗಳ ಪವಿತ್ರ ಶ್ರದ್ಧಾಕೇಂದ್ರ. ಅದರ ಬಗ್ಗೆ ಅಪಪ್ರಚಾರ ಮಾಡುತ್ತಿರುವವರ ಹಿಂದಿನ ಉದ್ದೇಶವನ್ನು ತನಿಖೆ ಮಾಡಬೇಕು. ಎಸ್‌ಐಟಿ ತನಿಖೆ ಶೀಘ್ರ ಪೂರ್ಣಗೊಂಡು ಸತ್ಯ ಹೊರಬರಬೇಕು. ಸಾಮಾಜಿಕ ಮಾಧ್ಯಮಗಳಲ್ಲಿ ಸುಳ್ಳು ಸುದ್ದಿ ಹರಡುವವರ ಮೇಲೆ ಕಾನೂನು ಕ್ರಮ ಜರುಗಿಸಬೇಕು ಎಂದು ಒತ್ತಾಯಿಸಿದರು. bbox=[1060, 2006, 1210, 2251]
rain-umbrella-photo bbox=[52, 100, 200, 279]
sedition-continued: (5ನೇ ಪುಟಕ್ಕೆ) bbox=[873, 1567, 939, 1582]
hazare-col-mid-1: ಎಂದು ಹೇಳಿದರು. ಮತ ಕಳ್ಳತನದ ಆರೋಪಗಳ ಕುರಿತು ಅಣ್ಣಾ ಹಜಾರೆ ಮೌನವನ್ನು ಪ್ರತಿಪಕ್ಷಗಳು ಪ್ರಶ್ನಿಸಿವೆ. ಮಹಾರಾಷ್ಟ್ರ ಕಾಂಗ್ರೆಸ್ ಮುಖ್ಯಸ್ಥ ಹರ್ಷವರ್ಧನ್ ಸಪ್ಕಾಲ್ ಈ ಕುರಿತು ಪ್ರತಿಕ್ರಿಯಿಸಿದ್ದು, ಅಣ್ಣಾ ಹಜಾರೆ ಈಗ ಏಕೆ ಮೌನವಾಗಿದ್ದಾರೆ ಎಂದು ಪ್ರಶ್ನಿಸಿದ್ದಾರೆ. 'ಅವರು ಯುಪಿಎ ಸರ್ಕಾರದ ವಿರುದ್ಧ ಆಂದೋಲನವನ್ನು ನಡೆಸಿದರು. ಆದರೆ ಈಗ ಬಿಜೆಪಿ ಸರ್ಕಾರದ ಅವಧಿಯಲ್ಲಿ ಅವರು ಯಾವುದೇ ಹೋರಾಟ ಮಾಡುತ್ತಿಲ್ಲ' ಎಂದರು. bbox=[231, 1977, 442, 2165]
rni-number: RNI No-45613 bbox=[765, 316, 875, 336]
editor-degree: MA.PG.DM bbox=[1081, 267, 1135, 276]
